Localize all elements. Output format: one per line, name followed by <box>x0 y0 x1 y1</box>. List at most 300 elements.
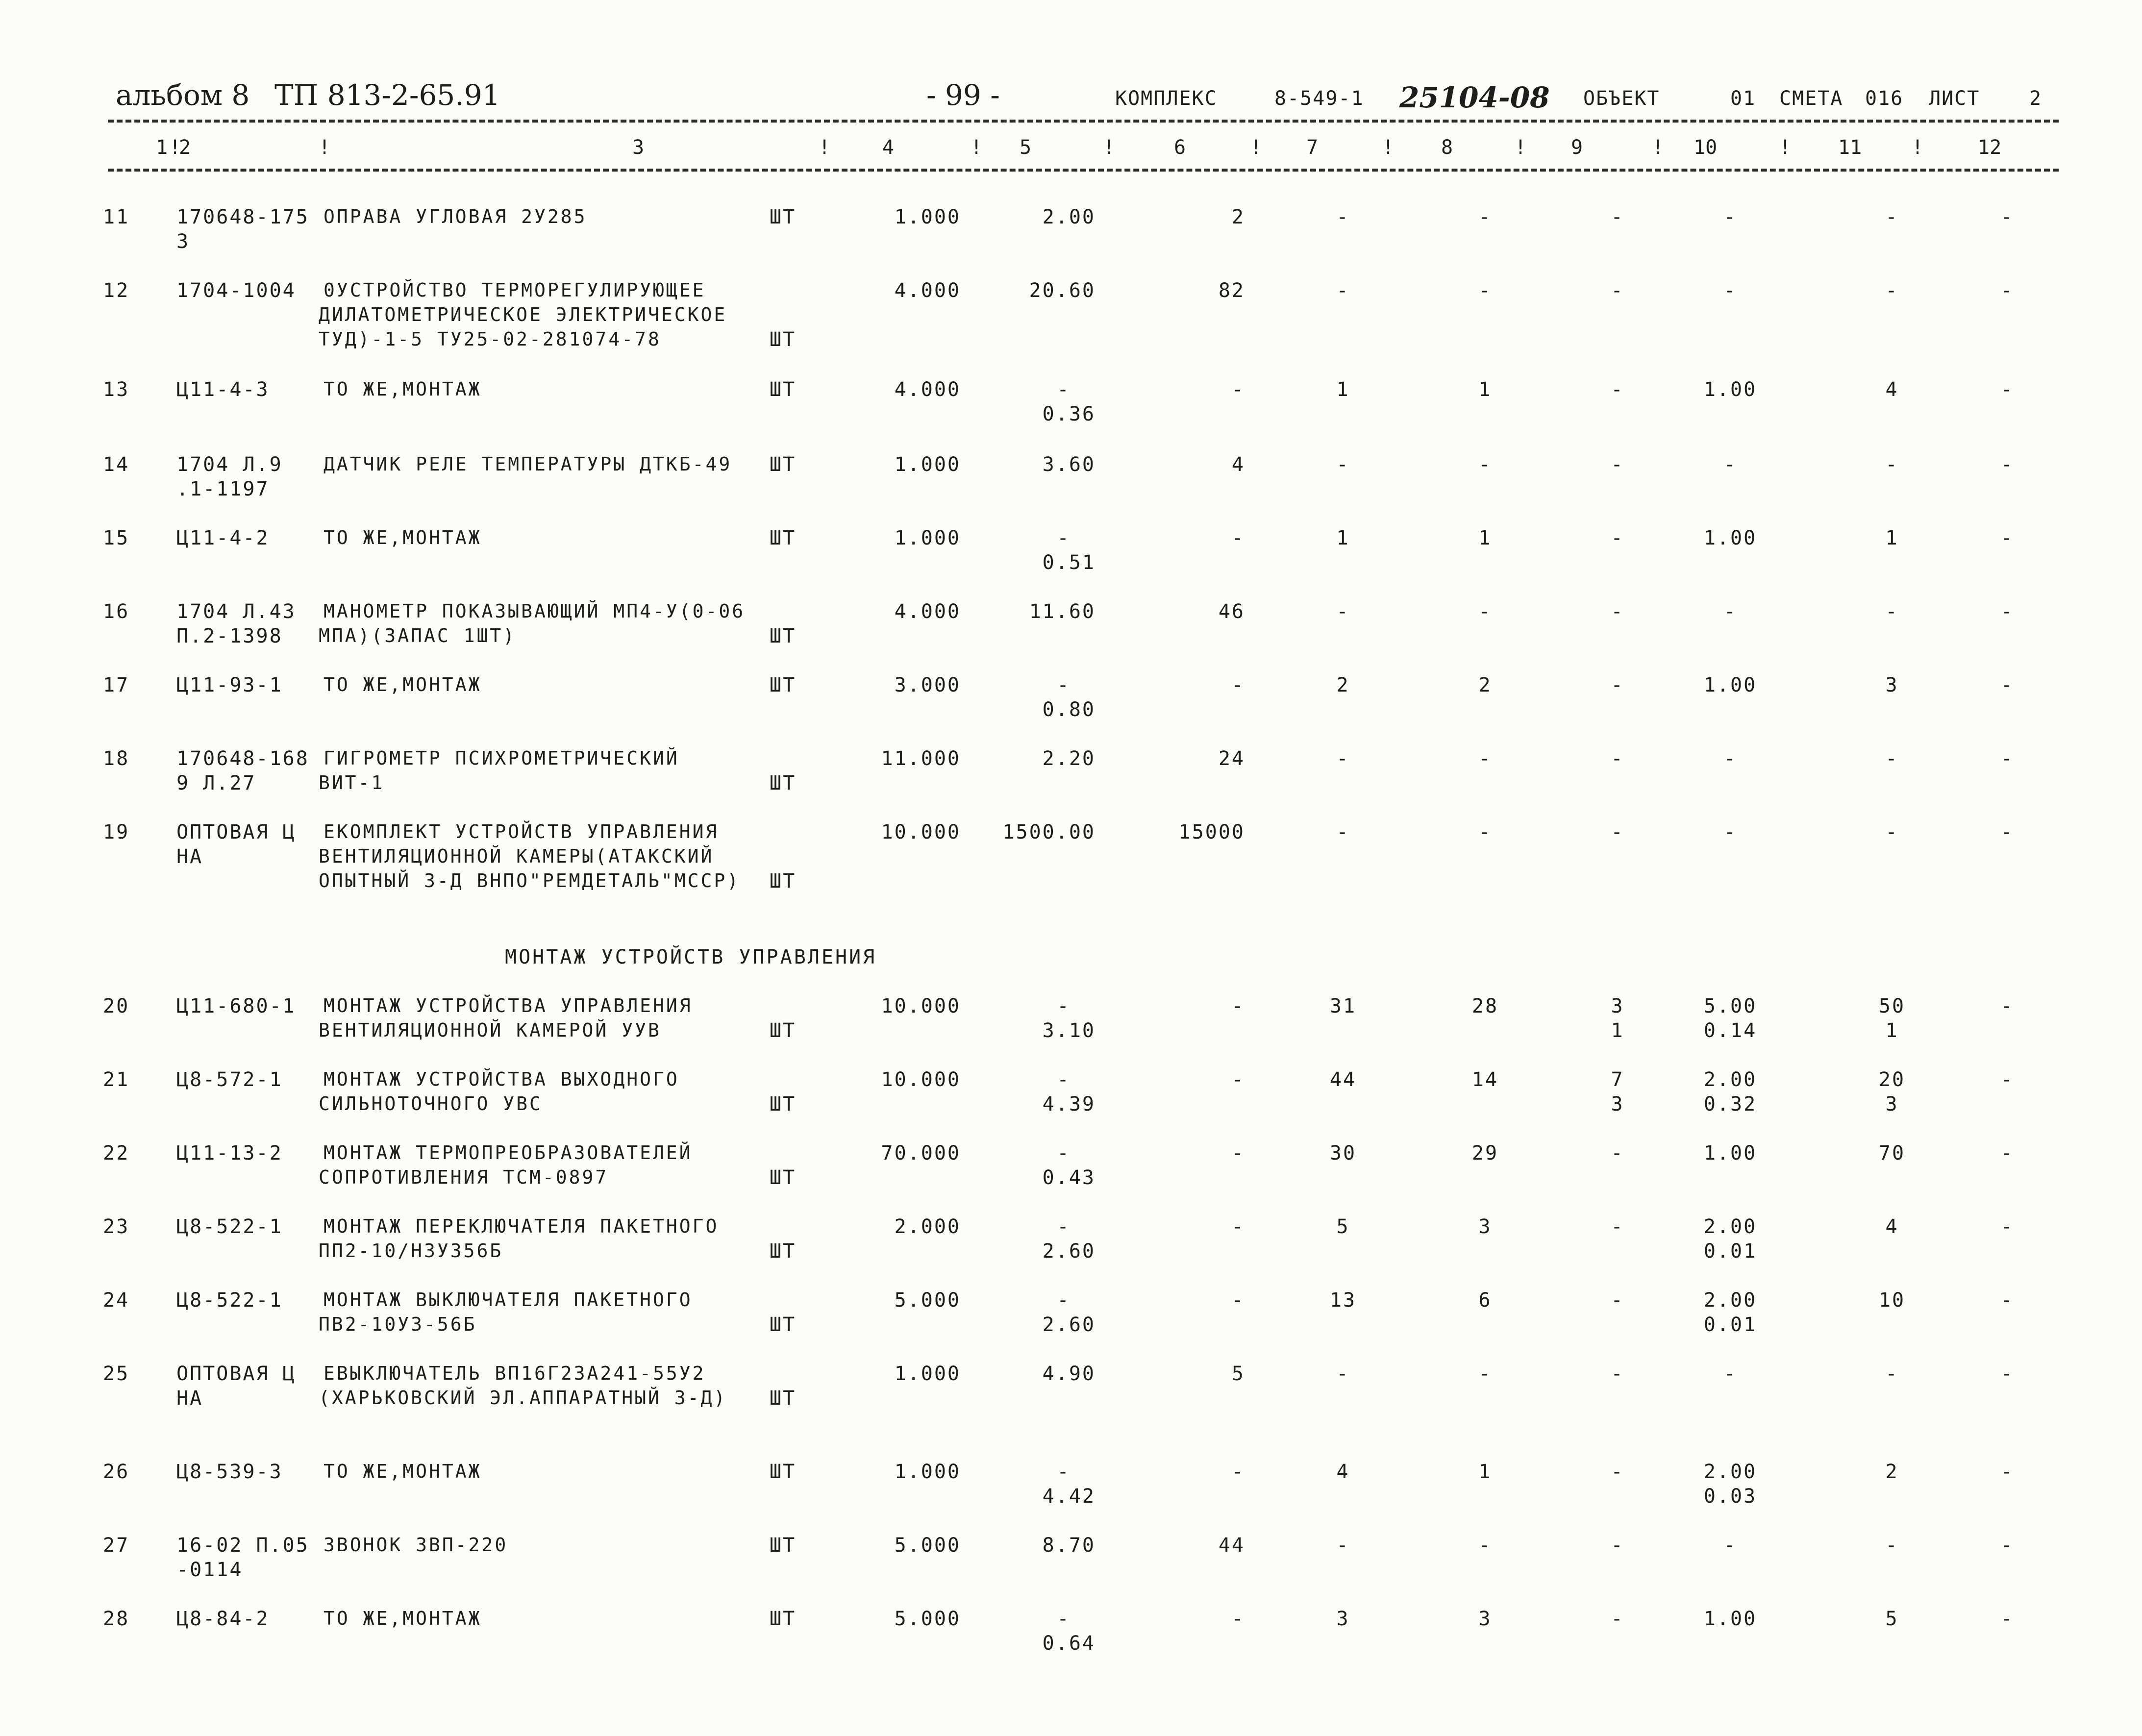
row-col7: - <box>1336 279 1350 302</box>
row-col6: - <box>1231 1289 1245 1312</box>
row-unit-price: 4.42 <box>1042 1485 1096 1508</box>
row-col8: - <box>1478 1534 1492 1557</box>
row-col9: - <box>1611 378 1624 401</box>
row-quantity: 1.000 <box>894 1461 961 1483</box>
row-col10: 2.00 <box>1703 1461 1757 1483</box>
row-col6: 24 <box>1218 747 1245 770</box>
row-col9: 3 <box>1611 995 1624 1017</box>
row-description: (ХАРЬКОВСКИЙ ЭЛ.АППАРАТНЫЙ З-Д) <box>319 1387 727 1409</box>
row-col9: - <box>1611 1142 1624 1165</box>
row-unit: ШТ <box>770 1240 797 1263</box>
row-unit-price: 2.60 <box>1042 1314 1096 1336</box>
column-separator: ! <box>1652 136 1664 159</box>
row-code: 170648-175 <box>176 206 309 228</box>
column-separator: ! <box>169 136 181 159</box>
row-col7: - <box>1336 453 1350 476</box>
project-code: ТП 813-2-65.91 <box>274 78 500 112</box>
row-unit: ШТ <box>770 870 797 893</box>
row-col8: - <box>1478 279 1492 302</box>
row-number: 24 <box>103 1289 130 1312</box>
row-col9: - <box>1611 747 1624 770</box>
row-col7: - <box>1336 206 1350 228</box>
row-quantity: 11.000 <box>881 747 961 770</box>
row-col8: 29 <box>1471 1142 1499 1165</box>
row-col12: - <box>2000 1289 2014 1312</box>
column-separator: ! <box>319 136 331 159</box>
row-unit-price-dash: - <box>1057 1068 1071 1091</box>
row-col12: - <box>2000 1363 2014 1385</box>
row-col9: - <box>1611 1215 1624 1238</box>
row-unit-price-dash: - <box>1057 1289 1071 1312</box>
row-number: 26 <box>103 1461 130 1483</box>
row-unit: ШТ <box>770 1314 797 1336</box>
column-number-10: 10 <box>1694 136 1718 159</box>
column-number-8: 8 <box>1441 136 1453 159</box>
row-quantity: 1.000 <box>894 206 961 228</box>
row-col10: 0.01 <box>1703 1240 1757 1263</box>
row-description: ЕВЫКЛЮЧАТЕЛЬ ВП16Г23А241-55У2 <box>324 1363 706 1384</box>
row-col6: 44 <box>1218 1534 1245 1557</box>
row-col8: - <box>1478 206 1492 228</box>
header-rule-bottom <box>108 169 2059 172</box>
row-col6: - <box>1231 1068 1245 1091</box>
row-col12: - <box>2000 378 2014 401</box>
row-col11: 4 <box>1885 378 1899 401</box>
row-col8: 1 <box>1478 378 1492 401</box>
row-col12: - <box>2000 674 2014 696</box>
row-description: СИЛЬНОТОЧНОГО УВС <box>319 1093 543 1115</box>
row-description: ЕКОМПЛЕКТ УСТРОЙСТВ УПРАВЛЕНИЯ <box>324 821 719 843</box>
row-col7: 13 <box>1329 1289 1357 1312</box>
row-col12: - <box>2000 1534 2014 1557</box>
row-col6: - <box>1231 995 1245 1017</box>
column-number-9: 9 <box>1571 136 1583 159</box>
complex-value: 8-549-1 <box>1274 87 1364 110</box>
row-quantity: 1.000 <box>894 527 961 549</box>
row-col7: - <box>1336 821 1350 843</box>
row-col11: 20 <box>1878 1068 1906 1091</box>
row-col11: - <box>1885 1363 1899 1385</box>
column-separator: ! <box>1515 136 1527 159</box>
row-col8: 3 <box>1478 1608 1492 1630</box>
row-description: ВИТ-1 <box>319 772 385 794</box>
row-col9: - <box>1611 206 1624 228</box>
row-unit-price: 2.20 <box>1042 747 1096 770</box>
row-col6: 15000 <box>1178 821 1245 843</box>
row-number: 20 <box>103 995 130 1017</box>
row-col11: 4 <box>1885 1215 1899 1238</box>
row-col12: - <box>2000 821 2014 843</box>
row-unit-price-dash: - <box>1057 1215 1071 1238</box>
row-unit-price: 2.60 <box>1042 1240 1096 1263</box>
row-col11: 1 <box>1885 527 1899 549</box>
row-col6: - <box>1231 674 1245 696</box>
row-number: 23 <box>103 1215 130 1238</box>
row-description: ВЕНТИЛЯЦИОННОЙ КАМЕРЫ(АТАКСКИЙ <box>319 845 714 867</box>
row-description: 0УСТРОЙСТВО ТЕРМОРЕГУЛИРУЮЩЕЕ <box>324 279 706 301</box>
row-col8: 14 <box>1471 1068 1499 1091</box>
row-col11: 50 <box>1878 995 1906 1017</box>
row-code: ОПТОВАЯ Ц <box>176 821 296 843</box>
row-col8: 28 <box>1471 995 1499 1017</box>
row-description: МАНОМЕТР ПОКАЗЫВАЮЩИЙ МП4-У(0-06 <box>324 600 746 622</box>
row-description: ТУД)-1-5 ТУ25-02-281074-78 <box>319 328 661 350</box>
row-unit-price: 4.90 <box>1042 1363 1096 1385</box>
row-unit: ШТ <box>770 206 797 228</box>
row-col9: 3 <box>1611 1093 1624 1116</box>
row-code: ОПТОВАЯ Ц <box>176 1363 296 1385</box>
row-quantity: 5.000 <box>894 1608 961 1630</box>
sheet-value: 2 <box>2029 87 2042 110</box>
row-col10: - <box>1723 206 1737 228</box>
row-quantity: 5.000 <box>894 1534 961 1557</box>
row-col10: 0.32 <box>1703 1093 1757 1116</box>
row-col10: - <box>1723 821 1737 843</box>
row-col9: - <box>1611 1608 1624 1630</box>
row-number: 18 <box>103 747 130 770</box>
row-col11: - <box>1885 747 1899 770</box>
row-col10: 2.00 <box>1703 1215 1757 1238</box>
row-col12: - <box>2000 279 2014 302</box>
row-col12: - <box>2000 1461 2014 1483</box>
row-col8: - <box>1478 821 1492 843</box>
row-unit-price: 20.60 <box>1029 279 1096 302</box>
row-number: 27 <box>103 1534 130 1557</box>
row-col6: 82 <box>1218 279 1245 302</box>
row-code: Ц11-4-2 <box>176 527 270 549</box>
row-description: СОПРОТИВЛЕНИЯ ТСМ-0897 <box>319 1166 609 1188</box>
row-code: НА <box>176 845 203 868</box>
row-code: Ц8-572-1 <box>176 1068 283 1091</box>
row-code: 16-02 П.05 <box>176 1534 309 1557</box>
row-col12: - <box>2000 1068 2014 1091</box>
complex-label: КОМПЛЕКС <box>1115 87 1218 110</box>
row-col7: 1 <box>1336 378 1350 401</box>
row-col9: - <box>1611 527 1624 549</box>
row-quantity: 10.000 <box>881 995 961 1017</box>
column-separator: ! <box>1382 136 1395 159</box>
album-label: альбом 8 <box>116 78 250 112</box>
row-number: 12 <box>103 279 130 302</box>
row-col11: 5 <box>1885 1608 1899 1630</box>
row-number: 21 <box>103 1068 130 1091</box>
row-number: 19 <box>103 821 130 843</box>
section-title: МОНТАЖ УСТРОЙСТВ УПРАВЛЕНИЯ <box>505 946 877 968</box>
row-quantity: 3.000 <box>894 674 961 696</box>
row-unit-price-dash: - <box>1057 1608 1071 1630</box>
row-col9: - <box>1611 453 1624 476</box>
smeta-label: СМЕТА <box>1779 87 1843 110</box>
row-col10: - <box>1723 453 1737 476</box>
row-number: 13 <box>103 378 130 401</box>
row-col10: 0.14 <box>1703 1019 1757 1042</box>
row-code: Ц11-4-3 <box>176 378 270 401</box>
row-code: П.2-1398 <box>176 625 283 647</box>
row-col6: - <box>1231 1215 1245 1238</box>
row-unit: ШТ <box>770 527 797 549</box>
row-col11: - <box>1885 821 1899 843</box>
row-number: 15 <box>103 527 130 549</box>
row-col9: - <box>1611 674 1624 696</box>
row-quantity: 4.000 <box>894 378 961 401</box>
row-description: ВЕНТИЛЯЦИОННОЙ КАМЕРОЙ УУВ <box>319 1019 661 1041</box>
row-col12: - <box>2000 1608 2014 1630</box>
row-quantity: 4.000 <box>894 279 961 302</box>
row-code: 3 <box>176 230 190 253</box>
row-col8: - <box>1478 600 1492 623</box>
row-description: МОНТАЖ ВЫКЛЮЧАТЕЛЯ ПАКЕТНОГО <box>324 1289 693 1311</box>
row-quantity: 2.000 <box>894 1215 961 1238</box>
row-unit: ШТ <box>770 1166 797 1189</box>
row-col8: 1 <box>1478 1461 1492 1483</box>
row-col10: 2.00 <box>1703 1289 1757 1312</box>
row-code: Ц8-539-3 <box>176 1461 283 1483</box>
row-col7: 1 <box>1336 527 1350 549</box>
row-code: Ц8-522-1 <box>176 1215 283 1238</box>
row-code: 1704 Л.9 <box>176 453 283 476</box>
row-col6: - <box>1231 1142 1245 1165</box>
row-description: ПВ2-10УЗ-56Б <box>319 1314 477 1335</box>
row-unit: ШТ <box>770 674 797 696</box>
row-col7: 2 <box>1336 674 1350 696</box>
row-unit: ШТ <box>770 378 797 401</box>
row-col6: - <box>1231 527 1245 549</box>
row-col6: 5 <box>1231 1363 1245 1385</box>
row-col7: - <box>1336 1363 1350 1385</box>
row-col10: 1.00 <box>1703 378 1757 401</box>
row-col10: 0.03 <box>1703 1485 1757 1508</box>
row-unit-price-dash: - <box>1057 995 1071 1017</box>
row-col8: 6 <box>1478 1289 1492 1312</box>
column-number-2: 2 <box>179 136 191 159</box>
row-code: Ц11-13-2 <box>176 1142 283 1165</box>
row-code: Ц11-93-1 <box>176 674 283 696</box>
row-unit: ШТ <box>770 1387 797 1410</box>
row-number: 11 <box>103 206 130 228</box>
row-col8: - <box>1478 1363 1492 1385</box>
row-unit: ШТ <box>770 328 797 351</box>
row-quantity: 1.000 <box>894 1363 961 1385</box>
column-number-12: 12 <box>1978 136 2002 159</box>
row-description: ОПРАВА УГЛОВАЯ 2У285 <box>324 206 587 227</box>
row-description: ДАТЧИК РЕЛЕ ТЕМПЕРАТУРЫ ДТКБ-49 <box>324 453 732 475</box>
row-unit-price-dash: - <box>1057 1142 1071 1165</box>
row-number: 25 <box>103 1363 130 1385</box>
column-number-5: 5 <box>1020 136 1032 159</box>
row-unit: ШТ <box>770 1019 797 1042</box>
column-number-7: 7 <box>1306 136 1319 159</box>
row-col8: 1 <box>1478 527 1492 549</box>
row-col10: 5.00 <box>1703 995 1757 1017</box>
row-col9: - <box>1611 1461 1624 1483</box>
row-code: Ц11-680-1 <box>176 995 296 1017</box>
row-unit-price: 4.39 <box>1042 1093 1096 1116</box>
row-col6: 46 <box>1218 600 1245 623</box>
row-col11: - <box>1885 1534 1899 1557</box>
row-code: .1-1197 <box>176 478 270 500</box>
row-quantity: 1.000 <box>894 453 961 476</box>
row-description: МПА)(ЗАПАС 1ШТ) <box>319 625 517 646</box>
row-col7: 31 <box>1329 995 1357 1017</box>
row-unit-price: 0.80 <box>1042 698 1096 721</box>
object-label: ОБЪЕКТ <box>1583 87 1660 110</box>
row-col10: 0.01 <box>1703 1314 1757 1336</box>
row-col9: - <box>1611 1534 1624 1557</box>
row-number: 14 <box>103 453 130 476</box>
row-col9: - <box>1611 821 1624 843</box>
column-number-4: 4 <box>882 136 895 159</box>
row-col12: - <box>2000 600 2014 623</box>
column-separator: ! <box>1103 136 1115 159</box>
row-unit-price: 8.70 <box>1042 1534 1096 1557</box>
row-unit: ШТ <box>770 1534 797 1557</box>
row-quantity: 4.000 <box>894 600 961 623</box>
row-code: Ц8-84-2 <box>176 1608 270 1630</box>
row-col7: - <box>1336 747 1350 770</box>
row-col6: 4 <box>1231 453 1245 476</box>
row-col12: - <box>2000 1215 2014 1238</box>
row-description: ОПЫТНЫЙ З-Д ВНПО"РЕМДЕТАЛЬ"МССР) <box>319 870 741 892</box>
row-col10: 1.00 <box>1703 527 1757 549</box>
row-number: 28 <box>103 1608 130 1630</box>
row-unit: ШТ <box>770 772 797 794</box>
row-col10: 1.00 <box>1703 1142 1757 1165</box>
row-unit-price: 1500.00 <box>1002 821 1096 843</box>
row-description: ПП2-10/НЗУЗ56Б <box>319 1240 503 1262</box>
row-col6: - <box>1231 378 1245 401</box>
row-col9: 7 <box>1611 1068 1624 1091</box>
row-col10: 1.00 <box>1703 674 1757 696</box>
row-description: ТО ЖЕ,МОНТАЖ <box>324 674 482 695</box>
handwritten-code: 25104-08 <box>1399 81 1550 114</box>
row-col7: 5 <box>1336 1215 1350 1238</box>
row-col11: 3 <box>1885 1093 1899 1116</box>
row-col10: 2.00 <box>1703 1068 1757 1091</box>
row-unit-price-dash: - <box>1057 378 1071 401</box>
object-value: 01 <box>1730 87 1756 110</box>
row-col9: - <box>1611 279 1624 302</box>
row-col12: - <box>2000 995 2014 1017</box>
row-description: ТО ЖЕ,МОНТАЖ <box>324 1461 482 1482</box>
row-description: МОНТАЖ УСТРОЙСТВА УПРАВЛЕНИЯ <box>324 995 693 1017</box>
row-description: ЗВОНОК ЗВП-220 <box>324 1534 508 1556</box>
row-col10: - <box>1723 600 1737 623</box>
row-description: ДИЛАТОМЕТРИЧЕСКОЕ ЭЛЕКТРИЧЕСКОЕ <box>319 304 727 325</box>
row-col12: - <box>2000 747 2014 770</box>
row-col7: 30 <box>1329 1142 1357 1165</box>
page-number: - 99 - <box>926 78 1000 112</box>
row-code: 170648-168 <box>176 747 309 770</box>
row-col7: 44 <box>1329 1068 1357 1091</box>
row-col7: 4 <box>1336 1461 1350 1483</box>
row-col9: - <box>1611 600 1624 623</box>
row-code: 1704-1004 <box>176 279 296 302</box>
row-col10: - <box>1723 747 1737 770</box>
row-code: 1704 Л.43 <box>176 600 296 623</box>
smeta-value: 016 <box>1865 87 1904 110</box>
row-unit: ШТ <box>770 453 797 476</box>
row-unit-price: 3.60 <box>1042 453 1096 476</box>
row-description: МОНТАЖ ПЕРЕКЛЮЧАТЕЛЯ ПАКЕТНОГО <box>324 1215 719 1237</box>
row-col6: - <box>1231 1608 1245 1630</box>
row-col7: - <box>1336 1534 1350 1557</box>
row-col8: 3 <box>1478 1215 1492 1238</box>
row-col11: - <box>1885 279 1899 302</box>
row-number: 17 <box>103 674 130 696</box>
column-separator: ! <box>971 136 983 159</box>
row-unit-price: 0.36 <box>1042 403 1096 425</box>
row-col12: - <box>2000 1142 2014 1165</box>
row-unit-price: 3.10 <box>1042 1019 1096 1042</box>
row-col8: - <box>1478 747 1492 770</box>
row-code: 9 Л.27 <box>176 772 256 794</box>
row-col12: - <box>2000 206 2014 228</box>
row-col6: 2 <box>1231 206 1245 228</box>
row-code: НА <box>176 1387 203 1410</box>
row-unit-price-dash: - <box>1057 674 1071 696</box>
row-col9: - <box>1611 1289 1624 1312</box>
column-separator: ! <box>1250 136 1262 159</box>
row-col11: - <box>1885 600 1899 623</box>
row-col9: 1 <box>1611 1019 1624 1042</box>
row-col11: - <box>1885 206 1899 228</box>
row-col12: - <box>2000 453 2014 476</box>
row-col11: 2 <box>1885 1461 1899 1483</box>
row-unit-price: 2.00 <box>1042 206 1096 228</box>
row-col11: 3 <box>1885 674 1899 696</box>
row-col11: 10 <box>1878 1289 1906 1312</box>
column-number-3: 3 <box>632 136 645 159</box>
row-col10: 1.00 <box>1703 1608 1757 1630</box>
column-separator: ! <box>1779 136 1792 159</box>
row-col6: - <box>1231 1461 1245 1483</box>
row-unit: ШТ <box>770 1608 797 1630</box>
row-description: ГИГРОМЕТР ПСИХРОМЕТРИЧЕСКИЙ <box>324 747 679 769</box>
row-number: 22 <box>103 1142 130 1165</box>
row-quantity: 10.000 <box>881 1068 961 1091</box>
row-quantity: 5.000 <box>894 1289 961 1312</box>
row-description: ТО ЖЕ,МОНТАЖ <box>324 378 482 400</box>
row-col7: - <box>1336 600 1350 623</box>
row-description: ТО ЖЕ,МОНТАЖ <box>324 527 482 548</box>
column-number-6: 6 <box>1174 136 1186 159</box>
header-rule-top <box>108 120 2059 123</box>
row-col10: - <box>1723 1363 1737 1385</box>
column-separator: ! <box>819 136 831 159</box>
row-unit-price: 0.43 <box>1042 1166 1096 1189</box>
row-unit-price: 11.60 <box>1029 600 1096 623</box>
column-separator: ! <box>1912 136 1924 159</box>
row-unit-price: 0.51 <box>1042 551 1096 574</box>
row-unit: ШТ <box>770 1461 797 1483</box>
column-number-1: 1 <box>156 136 168 159</box>
row-col9: - <box>1611 1363 1624 1385</box>
row-unit: ШТ <box>770 1093 797 1116</box>
row-description: ТО ЖЕ,МОНТАЖ <box>324 1608 482 1629</box>
row-unit-price-dash: - <box>1057 527 1071 549</box>
row-number: 16 <box>103 600 130 623</box>
row-unit-price-dash: - <box>1057 1461 1071 1483</box>
row-col7: 3 <box>1336 1608 1350 1630</box>
row-quantity: 70.000 <box>881 1142 961 1165</box>
row-code: -0114 <box>176 1559 243 1581</box>
row-unit-price: 0.64 <box>1042 1632 1096 1655</box>
row-col11: 70 <box>1878 1142 1906 1165</box>
row-col11: 1 <box>1885 1019 1899 1042</box>
row-col12: - <box>2000 527 2014 549</box>
row-col11: - <box>1885 453 1899 476</box>
column-number-11: 11 <box>1838 136 1862 159</box>
